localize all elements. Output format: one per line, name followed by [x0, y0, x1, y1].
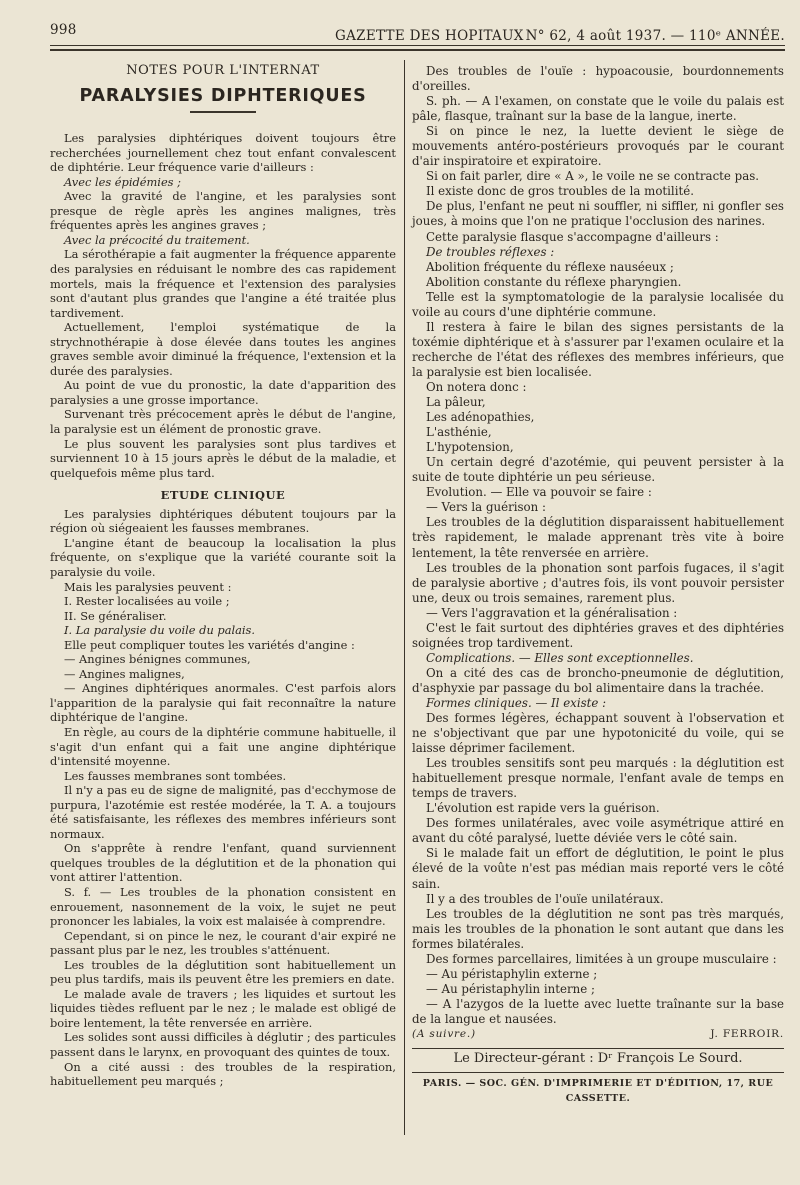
paragraph: — Vers l'aggravation et la généralisation : — [426, 605, 678, 620]
paragraph: Si on pince le nez, la luette devient le siège de mouvements antéro-postérieurs provoqués par le courant d'air inspiratoire et expiratoire. — [412, 124, 784, 169]
left-column — [50, 64, 396, 1089]
footer-rule — [412, 1072, 784, 1073]
paragraph: Les troubles de la déglutition ne sont pas très marqués, mais les troubles de la phonation le sont autant que dans les formes bilatérales. — [412, 906, 784, 951]
signature-line — [412, 1027, 784, 1042]
paragraph: Les troubles sensitifs sont peu marqués : la déglutition est habituellement presque normale, l'enfant avale de temps en temps de travers. — [412, 756, 784, 801]
page-number: 998 — [50, 22, 77, 38]
paragraph: La sérothérapie a fait augmenter la fréquence apparente des paralysies en réduisant le nombre des cas rapidement mortels, mais la fréquence et l'extension des paralysies sont d'autant plus grandes que l'angine a été traitée plus tardivement. — [50, 247, 396, 320]
paragraph: Avec la gravité de l'angine, et les paralysies sont presque de règle après les angines malignes, très fréquentes après les angines graves ; — [50, 189, 396, 233]
article-kicker: NOTES POUR L'INTERNAT — [126, 63, 320, 78]
paragraph: C'est le fait surtout des diphtéries graves et des diphtéries soignées trop tardivement. — [412, 620, 784, 650]
paragraph: II. Se généraliser. — [64, 608, 167, 623]
page-header — [50, 22, 785, 44]
footer-rule — [412, 1048, 784, 1049]
paragraph: De plus, l'enfant ne peut ni souffler, ni siffler, ni gonfler ses joues, à moins que l'on ne pratique l'occlusion des narines. — [412, 199, 784, 229]
paragraph: — Angines bénignes communes, — [64, 652, 251, 667]
paragraph: Les fausses membranes sont tombées. — [64, 768, 287, 783]
paragraph: S. f. — Les troubles de la phonation consistent en enrouement, nasonnement de la voix, le sujet ne peut prononcer les labiales, la voix est malaisée à comprendre. — [50, 884, 396, 929]
paragraph: I. La paralysie du voile du palais. — [64, 623, 256, 638]
paragraph: On s'apprête à rendre l'enfant, quand surviennent quelques troubles de la déglutition et de la phonation qui vont attirer l'attention. — [50, 841, 396, 885]
paragraph: Des formes légères, échappant souvent à l'observation et ne s'objectivant que par une hypotonicité du voile, qui se laisse déprimer facilement. — [412, 711, 784, 756]
paragraph: Mais les paralysies peuvent : — [64, 579, 232, 594]
paragraph: Avec la précocité du traitement. — [64, 232, 250, 247]
paragraph: Si on fait parler, dire « A », le voile ne se contracte pas. — [426, 169, 760, 184]
paragraph: Il restera à faire le bilan des signes persistants de la toxémie diphtérique et à s'assurer par l'examen oculaire et la recherche de l'état des réflexes des membres inférieurs, que la paralysie est bien localisée. — [412, 319, 784, 379]
paragraph: — Vers la guérison : — [426, 500, 546, 515]
title-rule — [190, 111, 256, 113]
paragraph: En règle, au cours de la diphtérie commune habituelle, il s'agit d'un enfant qui a fait une angine diphtérique d'intensité moyenne. — [50, 724, 396, 769]
paragraph: Des troubles de l'ouïe : hypoacousie, bourdonnements d'oreilles. — [412, 64, 784, 94]
paragraph: — Au péristaphylin externe ; — [426, 966, 598, 981]
paragraph: On a cité des cas de broncho-pneumonie de déglutition, d'asphyxie par passage du bol alimentaire dans la trachée. — [412, 665, 784, 695]
paragraph: Au point de vue du pronostic, la date d'apparition des paralysies a une grosse importance. — [50, 378, 396, 407]
paragraph: Cette paralysie flasque s'accompagne d'ailleurs : — [426, 229, 719, 244]
paragraph: Les paralysies diphtériques débutent toujours par la région où siégeaient les fausses membranes. — [50, 506, 396, 536]
paragraph: Des formes unilatérales, avec voile asymétrique attiré en avant du côté paralysé, luette déviée vers le côté sain. — [412, 816, 784, 846]
paragraph: Les adénopathies, — [426, 410, 535, 425]
paragraph: Les paralysies diphtériques doivent toujours être recherchées journellement chez tout enfant convalescent de diphtérie. Leur fréquence varie d'ailleurs : — [50, 131, 396, 175]
column-separator — [404, 60, 405, 1135]
continued-note: (A suivre.) — [412, 1028, 476, 1040]
directeur-gerant: Le Directeur-gérant : Dʳ François Le Sourd. — [453, 1051, 743, 1067]
paragraph: Il n'y a pas eu de signe de malignité, pas d'ecchymose de purpura, l'azotémie est restée modérée, la T. A. a toujours été satisfaisante, les réflexes des membres inférieurs sont normaux. — [50, 783, 396, 841]
paragraph: Le malade avale de travers ; les liquides et surtout les liquides tièdes refluent par le nez ; le malade est obligé de boire lentement, la tête renversée en arrière. — [50, 986, 396, 1030]
paragraph: L'évolution est rapide vers la guérison. — [426, 801, 660, 816]
author-name: J. FERROIR. — [710, 1028, 784, 1040]
paragraph: Les troubles de la déglutition disparaissent habituellement très rapidement, le malade apprenant très vite à boire lentement, la tête renversée en arrière. — [412, 515, 784, 560]
paragraph: Des formes parcellaires, limitées à un groupe musculaire : — [426, 951, 777, 966]
paragraph: Il y a des troubles de l'ouïe unilatéraux. — [426, 891, 664, 906]
paragraph: Abolition fréquente du réflexe nauséeux ; — [426, 259, 674, 274]
right-column — [412, 64, 784, 1106]
journal-title: GAZETTE DES HOPITAUX — [335, 28, 524, 44]
paragraph: On notera donc : — [426, 379, 527, 394]
paragraph: Les troubles de la phonation sont parfois fugaces, il s'agit de paralysie abortive ; d'autres fois, ils vont pouvoir persister une, deux ou trois semaines, rarement plus. — [412, 560, 784, 605]
paragraph: Complications. — Elles sont exceptionnelles. — [426, 650, 694, 665]
paragraph: La pâleur, — [426, 395, 486, 410]
paragraph: Cependant, si on pince le nez, le courant d'air expiré ne passant plus par le nez, les troubles s'atténuent. — [50, 928, 396, 958]
paragraph: — Angines diphtériques anormales. C'est parfois alors l'apparition de la paralysie qui fait reconnaître la nature diphtérique de l'angine. — [50, 681, 396, 725]
printer-imprint: PARIS. — SOC. GÉN. D'IMPRIMERIE ET D'ÉDITION, 17, RUE CASSETTE. — [422, 1078, 774, 1105]
paragraph: S. ph. — A l'examen, on constate que le voile du palais est pâle, flasque, traînant sur la base de la langue, inerte. — [412, 94, 784, 124]
paragraph: Si le malade fait un effort de déglutition, le point le plus élevé de la voûte n'est pas médian mais reporté vers le côté sain. — [412, 846, 784, 891]
paragraph: Les troubles de la déglutition sont habituellement un peu plus tardifs, mais ils peuvent être les premiers en date. — [50, 957, 396, 987]
issue-info: N° 62, 4 août 1937. — 110ᵉ ANNÉE. — [525, 28, 785, 44]
paragraph: On a cité aussi : des troubles de la respiration, habituellement peu marqués ; — [50, 1059, 396, 1089]
paragraph: Elle peut compliquer toutes les variétés d'angine : — [64, 637, 355, 652]
section-heading: ETUDE CLINIQUE — [160, 488, 286, 503]
paragraph: Evolution. — Elle va pouvoir se faire : — [426, 485, 652, 500]
paragraph: L'asthénie, — [426, 425, 492, 440]
header-rule — [50, 45, 785, 46]
paragraph: — Au péristaphylin interne ; — [426, 981, 595, 996]
paragraph: L'angine étant de beaucoup la localisation la plus fréquente, on s'explique que la variété courante soit la paralysie du voile. — [50, 535, 396, 579]
paragraph: Abolition constante du réflexe pharyngien. — [426, 274, 682, 289]
paragraph: — A l'azygos de la luette avec luette traînante sur la base de la langue et nausées. — [412, 996, 784, 1026]
paragraph: L'hypotension, — [426, 440, 514, 455]
paragraph: Survenant très précocement après le début de l'angine, la paralysie est un élément de pronostic grave. — [50, 407, 396, 437]
article-title: PARALYSIES DIPHTERIQUES — [79, 85, 367, 106]
paragraph: — Angines malignes, — [64, 666, 185, 681]
paragraph: Il existe donc de gros troubles de la motilité. — [426, 184, 694, 199]
paragraph: Avec les épidémies ; — [64, 174, 181, 189]
paragraph: Les solides sont aussi difficiles à déglutir ; des particules passent dans le larynx, en provoquant des quintes de toux. — [50, 1030, 396, 1059]
header-rule-thick — [50, 49, 785, 51]
paragraph: Formes cliniques. — Il existe : — [426, 695, 607, 710]
paragraph: Actuellement, l'emploi systématique de la strychnothérapie à dose élevée dans toutes les angines graves semble avoir diminué la fréquence, l'extension et la durée des paralysies. — [50, 320, 396, 378]
paragraph: Un certain degré d'azotémie, qui peuvent persister à la suite de toute diphtérie un peu sérieuse. — [412, 455, 784, 485]
paragraph: Le plus souvent les paralysies sont plus tardives et surviennent 10 à 15 jours après le début de la maladie, et quelquefois même plus tard. — [50, 436, 396, 480]
paragraph: De troubles réflexes : — [426, 244, 555, 259]
paragraph: I. Rester localisées au voile ; — [64, 594, 230, 609]
paragraph: Telle est la symptomatologie de la paralysie localisée du voile au cours d'une diphtérie commune. — [412, 289, 784, 319]
